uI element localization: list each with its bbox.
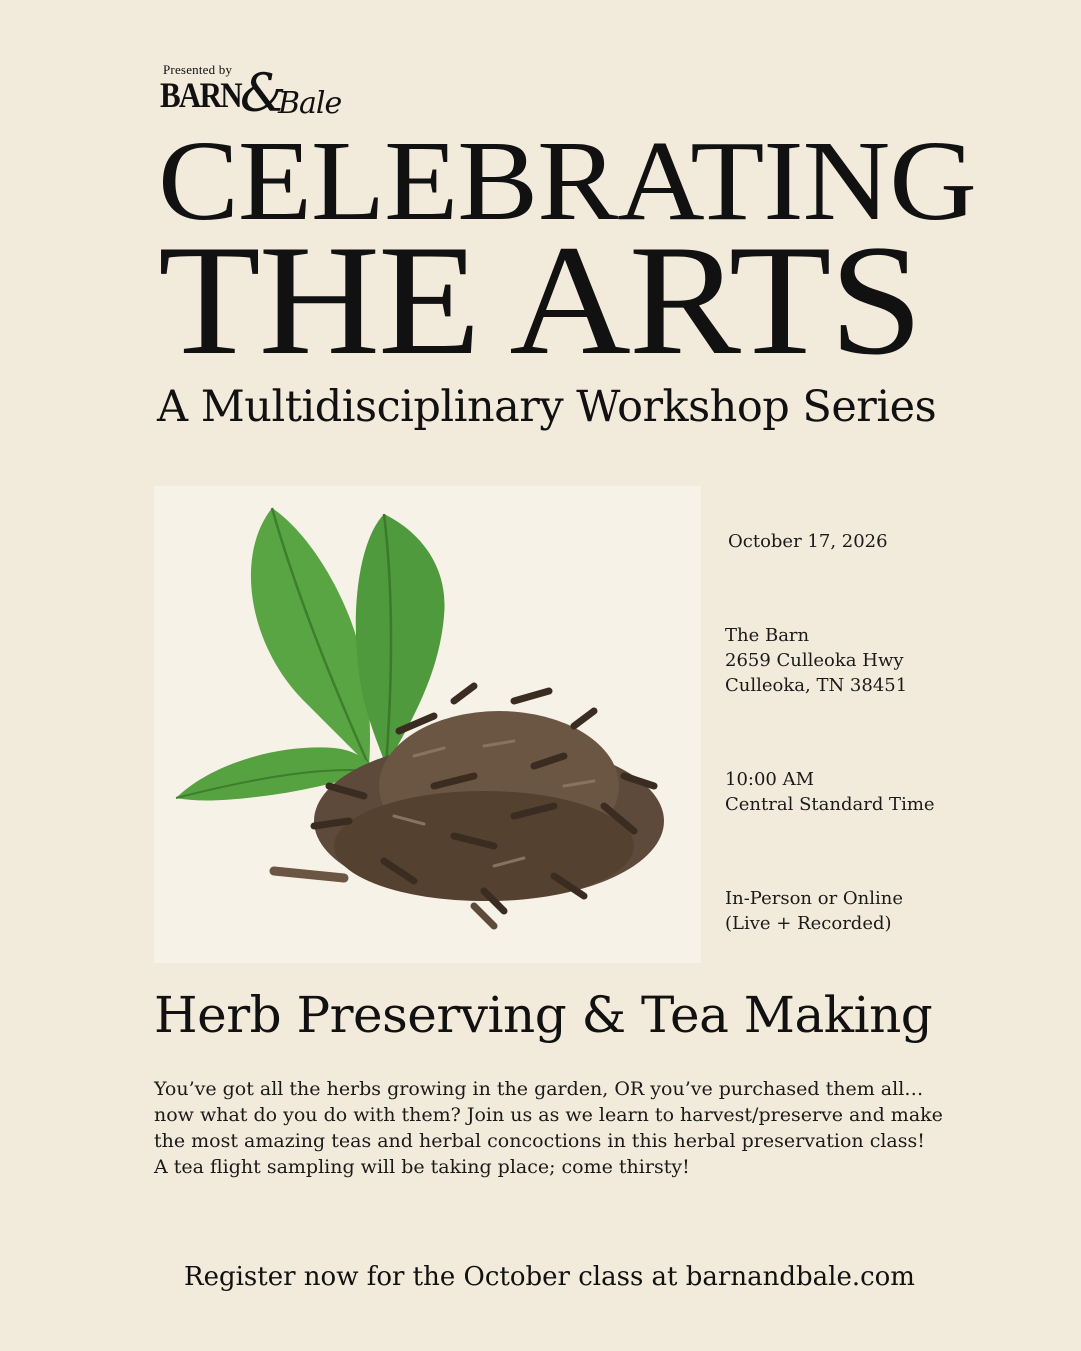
- date-text: October 17, 2026: [728, 531, 888, 552]
- format-line-1: In-Person or Online: [725, 888, 904, 909]
- class-description: [154, 1076, 954, 1180]
- description-line: now what do you do with them? Join us as we learn to harvest/preserve and make: [154, 1104, 943, 1126]
- series-subtitle: A Multidisciplinary Workshop Series: [157, 382, 937, 432]
- venue-name: The Barn: [725, 625, 810, 646]
- event-time: [725, 767, 935, 817]
- time-text: 10:00 AM: [725, 769, 815, 790]
- class-title: Herb Preserving & Tea Making: [154, 986, 933, 1044]
- timezone-text: Central Standard Time: [725, 794, 935, 815]
- address-line-1: 2659 Culleoka Hwy: [725, 650, 904, 671]
- description-line: A tea flight sampling will be taking place; come thirsty!: [154, 1156, 690, 1178]
- logo-bale-text: Bale: [278, 86, 342, 121]
- event-date: [728, 529, 888, 554]
- event-format: [725, 886, 903, 936]
- presented-by-label: Presented by: [163, 62, 233, 77]
- headline-line-2: THE ARTS: [158, 213, 921, 388]
- description-line: the most amazing teas and herbal concoctions in this herbal preservation class!: [154, 1130, 925, 1152]
- tea-leaves-illustration: [154, 486, 701, 963]
- logo-ampersand: &: [240, 64, 287, 124]
- event-location: [725, 623, 907, 698]
- description-line: You’ve got all the herbs growing in the garden, OR you’ve purchased them all…: [154, 1078, 924, 1100]
- headline-line-1: CELEBRATING: [158, 117, 976, 244]
- format-line-2: (Live + Recorded): [725, 913, 892, 934]
- address-line-2: Culleoka, TN 38451: [725, 675, 908, 696]
- logo-barn-text: BARN: [160, 75, 241, 115]
- tea-leaves-icon: [154, 486, 701, 963]
- register-call-to-action: Register now for the October class at barnandbale.com: [184, 1262, 915, 1292]
